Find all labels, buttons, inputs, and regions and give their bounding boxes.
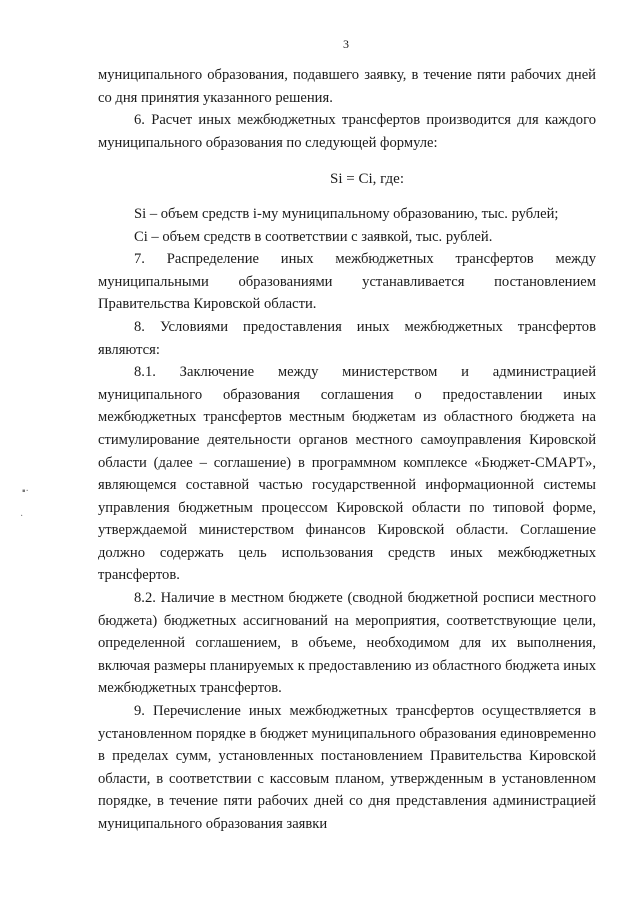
scan-artifact: · xyxy=(20,511,24,522)
paragraph-8-2: 8.2. Наличие в местном бюджете (сводной бюджетной росписи местного бюджета) бюджетных ассигнований на мероприятия, соответствующие цели, определенной соглашением, в объеме, необходимом для их выполнения, включая размеры планируемых к предоставлению из областного бюджета иных межбюджетных трансфертов. xyxy=(98,590,596,697)
paragraph-intro: муниципального образования, подавшего заявку, в течение пяти рабочих дней со дня принятия указанного решения. xyxy=(98,67,596,106)
paragraph-9: 9. Перечисление иных межбюджетных трансфертов осуществляется в установленном порядке в бюджет муниципального образования единовременно в пределах сумм, установленных постановлением Правительства Кировской области, в соответствии с кассовым планом, утвержденным в установленном порядке, в течение пяти рабочих дней со дня представления администрацией муниципального образования заявки xyxy=(98,703,596,832)
page-number: 3 xyxy=(343,37,349,51)
document-body xyxy=(98,64,596,836)
paragraph-8-1: 8.1. Заключение между министерством и администрацией муниципального образования соглашения о предоставлении иных межбюджетных трансфертов местным бюджетам из областного бюджета на стимулирование деятельности органов местного самоуправления Кировской области (далее – соглашение) в программном комплексе «Бюджет-СМАРТ», являющемся составной частью государственной информационной системы управления бюджетным процессом Кировской области по типовой форме, утверждаемой министерством финансов Кировской области. Соглашение должно содержать цель использования средств иных межбюджетных трансфертов. xyxy=(98,364,596,584)
paragraph-7: 7. Распределение иных межбюджетных трансфертов между муниципальными образованиями устанавливается постановлением Правительства Кировской области. xyxy=(98,251,596,313)
paragraph-6: 6. Расчет иных межбюджетных трансфертов производится для каждого муниципального образования по следующей формуле: xyxy=(98,112,596,151)
scan-artifact: ▪· xyxy=(22,486,29,497)
definition-si: Si – объем средств i-му муниципальному образованию, тыс. рублей; xyxy=(134,205,559,222)
definition-ci: Ci – объем средств в соответствии с заявкой, тыс. рублей. xyxy=(134,228,493,245)
paragraph-8: 8. Условиями предоставления иных межбюджетных трансфертов являются: xyxy=(98,318,596,358)
formula: Si = Ci, где: xyxy=(329,171,404,188)
